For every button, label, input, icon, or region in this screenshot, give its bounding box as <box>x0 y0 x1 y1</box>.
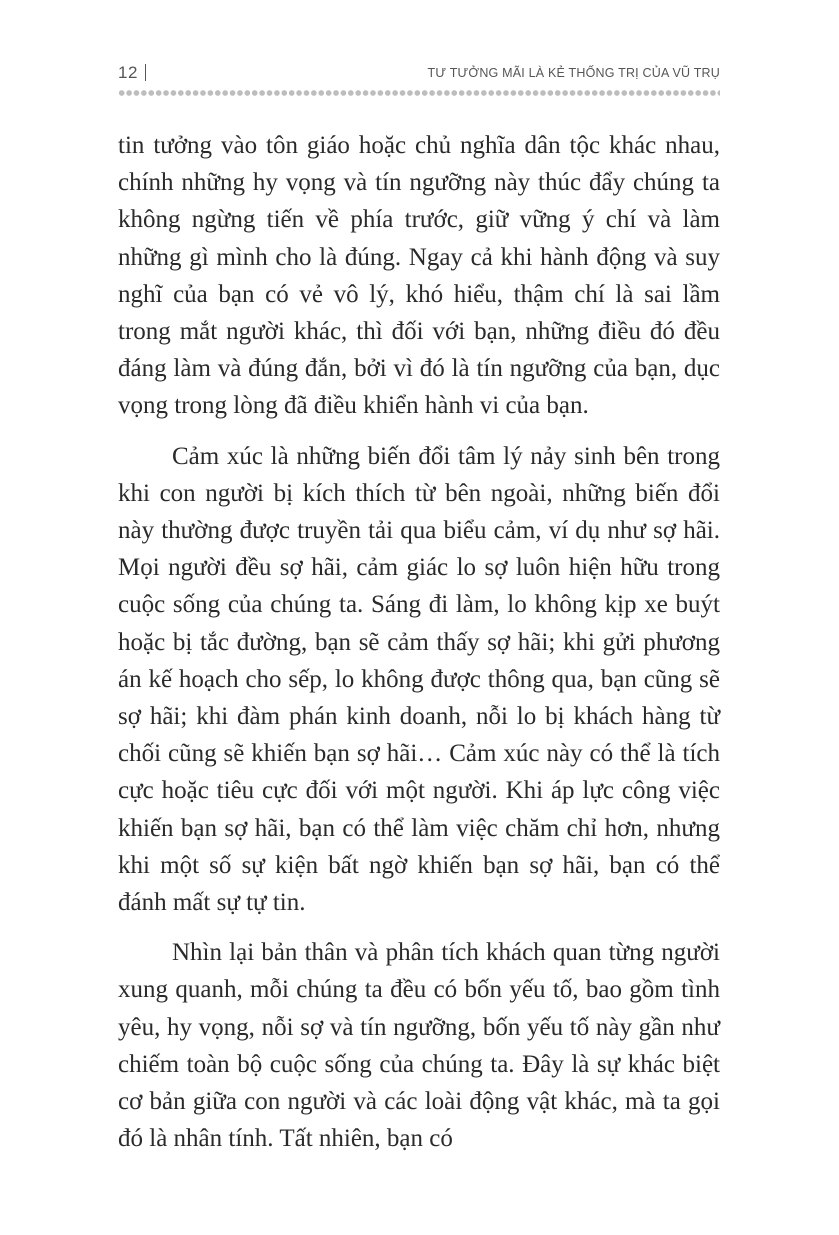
running-title: TƯ TƯỞNG MÃI LÀ KẺ THỐNG TRỊ CỦA VŨ TRỤ <box>427 66 720 80</box>
dotted-divider <box>118 88 720 98</box>
page-number: 12 <box>118 63 138 82</box>
paragraph-continued: tin tưởng vào tôn giáo hoặc chủ nghĩa dân tộc khác nhau, chính những hy vọng và tín ngưỡng này thúc đẩy chúng ta không ngừng tiến về phía trước, giữ vững ý chí và làm những gì mình cho là đúng. Ngay cả khi hành động và suy nghĩ của bạn có vẻ vô lý, khó hiểu, thậm chí là sai lầm trong mắt người khác, thì đối với bạn, những điều đó đều đáng làm và đúng đắn, bởi vì đó là tín ngưỡng của bạn, dục vọng trong lòng đã điều khiển hành vi của bạn. <box>118 132 720 420</box>
header-separator <box>145 64 146 81</box>
body-text <box>118 127 720 1170</box>
paragraph: Nhìn lại bản thân và phân tích khách quan từng người xung quanh, mỗi chúng ta đều có bốn yếu tố, bao gồm tình yêu, hy vọng, nỗi sợ và tín ngưỡng, bốn yếu tố này gần như chiếm toàn bộ cuộc sống của chúng ta. Đây là sự khác biệt cơ bản giữa con người và các loài động vật khác, mà ta gọi đó là nhân tính. Tất nhiên, bạn có <box>118 939 720 1153</box>
paragraph: Cảm xúc là những biến đổi tâm lý nảy sinh bên trong khi con người bị kích thích từ bên ngoài, những biến đổi này thường được truyền tải qua biểu cảm, ví dụ như sợ hãi. Mọi người đều sợ hãi, cảm giác lo sợ luôn hiện hữu trong cuộc sống của chúng ta. Sáng đi làm, lo không kịp xe buýt hoặc bị tắc đường, bạn sẽ cảm thấy sợ hãi; khi gửi phương án kế hoạch cho sếp, lo không được thông qua, bạn cũng sẽ sợ hãi; khi đàm phán kinh doanh, nỗi lo bị khách hàng từ chối cũng sẽ khiến bạn sợ hãi… Cảm xúc này có thể là tích cực hoặc tiêu cực đối với một người. Khi áp lực công việc khiến bạn sợ hãi, bạn có thể làm việc chăm chỉ hơn, nhưng khi một số sự kiện bất ngờ khiến bạn sợ hãi, bạn có thể đánh mất sự tự tin. <box>118 442 720 917</box>
page-header <box>118 63 720 87</box>
